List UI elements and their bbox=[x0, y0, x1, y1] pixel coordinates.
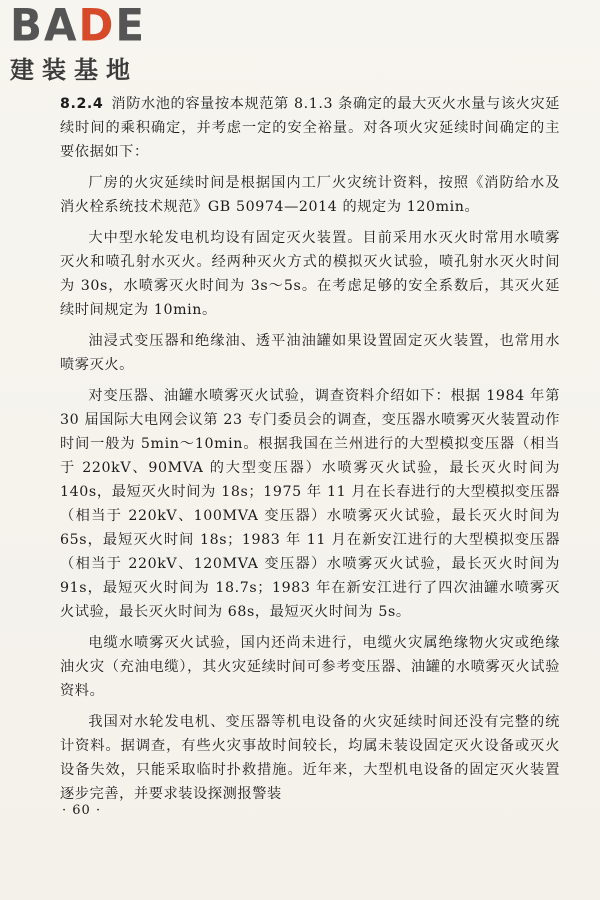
section-paragraph-5: 对变压器、油罐水喷雾灭火试验，调查资料介绍如下：根据 1984 年第 30 届国际大电网会议第 23 专门委员会的调查，变压器水喷雾灭火装置动作时间一般为 5min～10min。根据我国在兰州进行的大型模拟变压器（相当于 220kV、90MVA 的大型变压器）水喷雾灭火试验，最长灭火时间为 140s，最短灭火时间为 18s；1975 年 11 月在长春进行的大型模拟变压器（相当于 220kV、100MVA 变压器）水喷雾灭火试验，最长灭火时间为 65s，最短灭火时间 18s；1983 年 11 月在新安江进行的大型模拟变压器（相当于 220kV、120MVA 变压器）水喷雾灭火试验，最长灭火时间为 91s，最短灭火时间为 18.7s；1983 年在新安江进行了四次油罐水喷雾灭火试验，最长灭火时间为 68s，最短灭火时间为 5s。 bbox=[60, 388, 560, 620]
logo-english-accent: D bbox=[78, 0, 116, 52]
section-paragraph-1 bbox=[60, 92, 560, 164]
page-number: · 60 · bbox=[62, 803, 102, 818]
section-number: 8.2.4 bbox=[60, 96, 104, 112]
section-content bbox=[60, 92, 560, 813]
section-paragraph-4: 油浸式变压器和绝缘油、透平油油罐如果设置固定灭火装置，也常用水喷雾灭火。 bbox=[60, 333, 560, 373]
logo-english bbox=[10, 0, 190, 52]
section-paragraph-6: 电缆水喷雾灭火试验，国内还尚未进行，电缆火灾属绝缘物火灾或绝缘油火灾（充油电缆），其火灾延续时间可参考变压器、油罐的水喷雾灭火试验资料。 bbox=[60, 635, 560, 699]
section-paragraph-7: 我国对水轮发电机、变压器等机电设备的火灾延续时间还没有完整的统计资料。据调查，有些火灾事故时间较长，均属未装设固定灭火设备或灭火设备失效，只能采取临时扑救措施。近年来，大型机电设备的固定灭火装置逐步完善，并要求装设探测报警装 bbox=[60, 714, 560, 802]
section-paragraph-3: 大中型水轮发电机均设有固定灭火装置。目前采用水灭火时常用水喷雾灭火和喷孔射水灭火。经两种灭火方式的模拟灭火试验，喷孔射水灭火时间为 30s，水喷雾灭火时间为 3s～5s。在考虑足够的安全系数后，其灭火延续时间规定为 10min。 bbox=[60, 230, 560, 318]
logo-english-part2: E bbox=[115, 0, 147, 52]
section-paragraph-2: 厂房的火灾延续时间是根据国内工厂火灾统计资料，按照《消防给水及消火栓系统技术规范》GB 50974—2014 的规定为 120min。 bbox=[60, 175, 560, 215]
bade-logo bbox=[10, 0, 190, 85]
logo-chinese: 建装基地 bbox=[10, 56, 138, 84]
logo-english-part1: BA bbox=[10, 0, 79, 52]
paragraph-text-1: 消防水池的容量按本规范第 8.1.3 条确定的最大灭火水量与该火灾延续时间的乘积确定，并考虑一定的安全裕量。对各项火灾延续时间确定的主要依据如下： bbox=[60, 96, 560, 160]
